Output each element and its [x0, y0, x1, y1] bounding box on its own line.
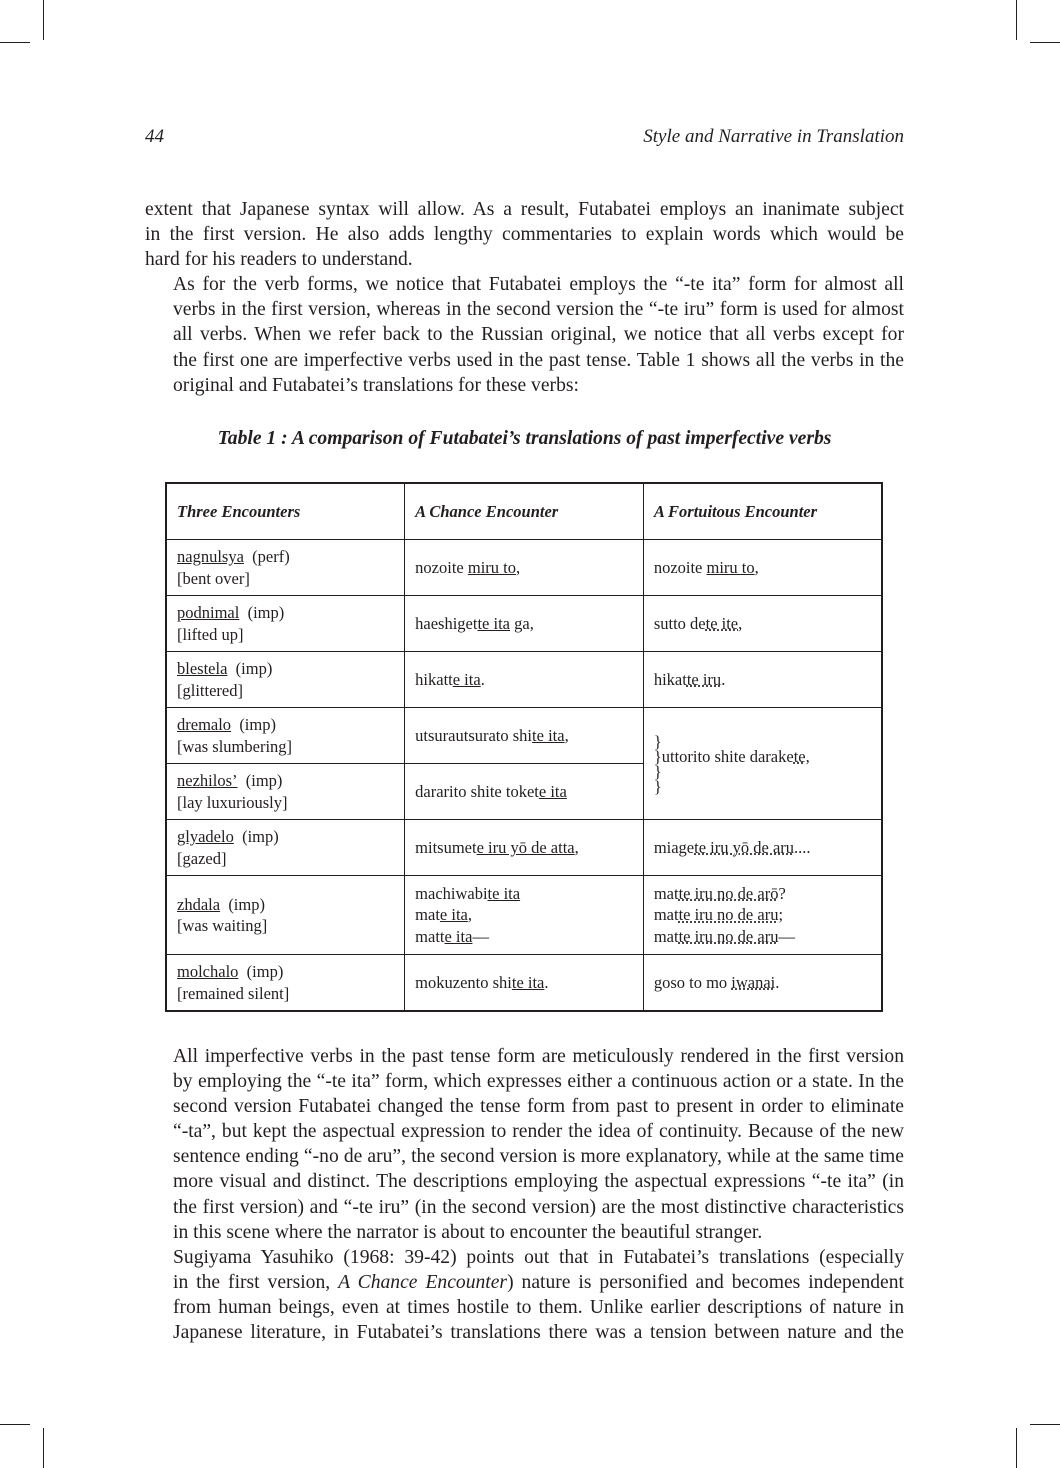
page-number: 44	[145, 126, 164, 147]
marked-ending: te ita	[477, 613, 510, 633]
table-row	[166, 955, 882, 1012]
crop-mark	[0, 42, 30, 43]
russian-verb-cell: blestela (imp) [glittered]	[166, 652, 405, 708]
text-line: second version Futabatei changed the tense form from past to present in order to eliminate	[173, 1096, 904, 1118]
paragraph	[145, 272, 904, 397]
first-version-cell: hikatte ita.	[405, 652, 644, 708]
text-line: All imperfective verbs in the past tense form are meticulously rendered in the first version	[173, 1046, 904, 1067]
crop-mark	[43, 1428, 44, 1468]
paragraph	[145, 1044, 904, 1245]
marked-ending: te iru no de aru	[678, 905, 779, 925]
table-body	[166, 540, 882, 1012]
first-version-cell: machiwabite ita mate ita, matte ita—	[405, 876, 644, 955]
running-head	[145, 126, 904, 150]
second-version-merged-cell: } }uttorito shite darakete, } }	[643, 708, 882, 820]
russian-verb: molchalo	[177, 962, 239, 981]
first-version-cell: utsurautsurato shite ita,	[405, 708, 644, 764]
text-line: Japanese literature, in Futabatei’s translations there was a tension between nature and the	[173, 1322, 904, 1344]
marked-ending: miru to	[706, 557, 755, 577]
text-line: sentence ending “-no de aru”, the second version is more explanatory, while at the same time	[173, 1146, 904, 1168]
marked-ending: te ita	[511, 972, 545, 992]
marked-ending: te iru yō de aru	[694, 837, 795, 857]
table-caption: Table 1 : A comparison of Futabatei’s translations of past imperfective verbs	[217, 428, 832, 449]
table-row	[166, 708, 882, 764]
text-line: from human beings, even at times hostile to them. Unlike earlier descriptions of nature in	[173, 1296, 904, 1318]
text-line: Sugiyama Yasuhiko (1968: 39-42) points out that in Futabatei’s translations (especially	[173, 1246, 904, 1268]
russian-verb-cell: zhdala (imp) [was waiting]	[166, 876, 405, 955]
russian-verb: podnimal	[177, 603, 240, 622]
text-line: in the first version. He also adds lengthy commentaries to explain words which would be	[145, 224, 904, 246]
column-header: A Chance Encounter	[405, 483, 644, 540]
russian-verb: nagnulsya	[177, 547, 244, 566]
column-header: A Fortuitous Encounter	[643, 483, 882, 540]
russian-verb-cell: nagnulsya (perf) [bent over]	[166, 540, 405, 596]
first-version-cell: mokuzento shite ita.	[405, 955, 644, 1012]
text-line: by employing the “-te ita” form, which expresses either a continuous action or a state. In the	[173, 1071, 904, 1093]
marked-ending: te iru no de arō	[678, 883, 779, 903]
marked-ending: te ite	[705, 613, 739, 633]
paragraph	[145, 1245, 904, 1345]
second-version-cell: hikatte iru.	[643, 652, 882, 708]
second-version-cell: sutto dete ite,	[643, 596, 882, 652]
text-line: verbs in the first version, whereas in the second version the “-te iru” form is used for almost	[173, 299, 904, 321]
second-version-cell: miagete iru yō de aru....	[643, 820, 882, 876]
text-line: “-ta”, but kept the aspectual expression to render the idea of continuity. Because of the new	[173, 1121, 904, 1143]
marked-ending: te iru no de aru	[678, 926, 779, 946]
text-line: all verbs. When we refer back to the Russian original, we notice that all verbs except for	[173, 324, 904, 346]
table-row	[166, 596, 882, 652]
table-row	[166, 876, 882, 955]
running-title: Style and Narrative in Translation	[643, 126, 904, 147]
russian-verb: dremalo	[177, 715, 232, 734]
russian-verb: zhdala	[177, 894, 221, 914]
crop-mark	[0, 1424, 30, 1425]
text-line: the first version) and “-te iru” (in the second version) are the most distinctive characteristics	[173, 1196, 904, 1218]
crop-mark	[1030, 42, 1060, 43]
second-version-cell: goso to mo iwanai.	[643, 955, 882, 1012]
russian-verb: glyadelo	[177, 827, 234, 846]
marked-ending: e iru yō de atta	[476, 837, 575, 857]
first-version-cell: nozoite miru to,	[405, 540, 644, 596]
paragraph	[145, 197, 904, 272]
marked-ending: te	[793, 746, 806, 766]
second-version-cell: nozoite miru to,	[643, 540, 882, 596]
table-row	[166, 652, 882, 708]
russian-verb: blestela	[177, 659, 228, 678]
table-row	[166, 820, 882, 876]
marked-ending: e ita	[439, 905, 468, 925]
body-text-upper	[145, 197, 904, 398]
crop-mark	[1030, 1424, 1060, 1425]
first-version-cell: dararito shite tokete ita	[405, 764, 644, 820]
text-line: the first one are imperfective verbs used in the past tense. Table 1 shows all the verbs in the	[173, 349, 904, 371]
marked-ending: te ita	[487, 883, 521, 903]
russian-verb-cell: glyadelo (imp) [gazed]	[166, 820, 405, 876]
second-version-cell: matte iru no de arō? matte iru no de aru; matte iru no de aru—	[643, 876, 882, 955]
table-row	[166, 540, 882, 596]
russian-verb-cell: nezhilos’ (imp) [lay luxuriously]	[166, 764, 405, 820]
text-line: in the first version, A Chance Encounter) nature is personified and becomes independent	[173, 1271, 904, 1293]
text-line: hard for his readers to understand.	[145, 249, 413, 271]
text-line: As for the verb forms, we notice that Futabatei employs the “-te ita” form for almost all	[173, 274, 904, 296]
marked-ending: te ita	[532, 725, 565, 745]
marked-ending: e ita	[444, 926, 473, 946]
table-header-row	[166, 483, 882, 540]
italic-title: A Chance Encounter	[338, 1271, 508, 1293]
column-header: Three Encounters	[166, 483, 405, 540]
crop-mark	[1016, 1428, 1017, 1468]
first-version-cell: mitsumete iru yō de atta,	[405, 820, 644, 876]
text-line: in this scene where the narrator is about to encounter the beautiful stranger.	[173, 1221, 763, 1243]
first-version-cell: haeshigette ita ga,	[405, 596, 644, 652]
marked-ending: e ita	[452, 669, 481, 689]
text-line: more visual and distinct. The descriptions employing the aspectual expressions “-te ita” (in	[173, 1171, 904, 1193]
crop-mark	[1016, 0, 1017, 40]
marked-ending: iwanai	[731, 972, 776, 992]
body-text-lower	[145, 1044, 904, 1345]
russian-verb-cell: molchalo (imp) [remained silent]	[166, 955, 405, 1012]
comparison-table	[165, 482, 883, 1012]
text-line: extent that Japanese syntax will allow. As a result, Futabatei employs an inanimate subject	[145, 199, 904, 220]
marked-ending: e ita	[538, 781, 567, 801]
marked-ending: te iru	[686, 669, 722, 689]
crop-mark	[43, 0, 44, 40]
russian-verb-cell: dremalo (imp) [was slumbering]	[166, 708, 405, 764]
russian-verb: nezhilos’	[177, 771, 238, 790]
text-line: original and Futabatei’s translations for these verbs:	[173, 374, 579, 396]
russian-verb-cell: podnimal (imp) [lifted up]	[166, 596, 405, 652]
marked-ending: miru to	[467, 557, 516, 577]
